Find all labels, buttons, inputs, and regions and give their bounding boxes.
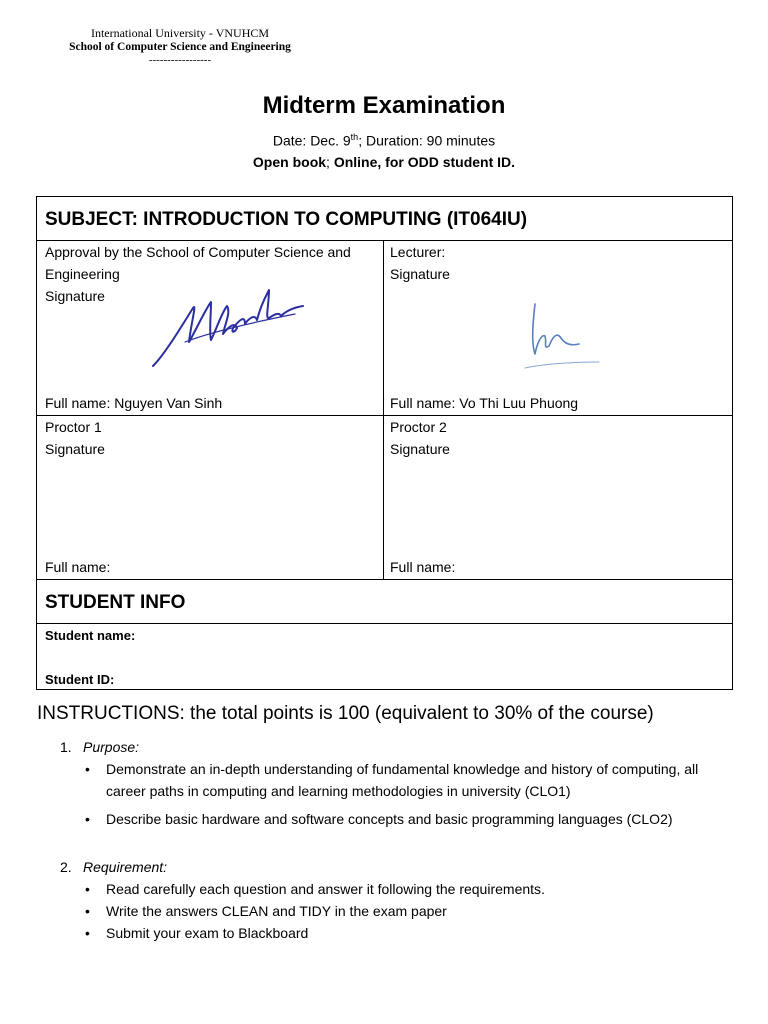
school-name: School of Computer Science and Engineering [69, 41, 291, 53]
bullet-glyph: • [85, 903, 90, 919]
exam-date [0, 132, 768, 149]
proctor1-label: Proctor 1 [45, 419, 102, 435]
bullet-glyph: • [85, 761, 90, 777]
bullet-text: Demonstrate an in-depth understanding of fundamental knowledge and history of computing, all career paths in computing and learning methodologies in university (CLO1) [106, 761, 699, 799]
mode-separator: ; [326, 154, 330, 170]
proctor1-cell [36, 415, 384, 580]
instructions-heading: INSTRUCTIONS: the total points is 100 (equivalent to 30% of the course) [37, 703, 654, 724]
document-header [30, 26, 330, 66]
date-superscript: th [350, 132, 359, 142]
subject-box [36, 196, 733, 241]
lecturer-signature-image [503, 292, 613, 382]
proctor2-fullname: Full name: [390, 559, 456, 575]
mode-open-book: Open book [252, 154, 327, 170]
date-duration: ; Duration: 90 minutes [358, 132, 496, 149]
proctor2-label: Proctor 2 [390, 419, 447, 435]
university-name: International University - VNUHCM [90, 26, 270, 40]
lecturer-label: Lecturer: [390, 244, 446, 260]
header-divider: ----------------- [148, 54, 212, 66]
list-item-label: Requirement: [83, 859, 168, 875]
proctor1-fullname: Full name: [45, 559, 111, 575]
student-info-heading: STUDENT INFO [45, 592, 186, 613]
lecturer-fullname: Full name: Vo Thi Luu Phuong [390, 395, 579, 411]
approval-label: Approval by the School of Computer Science and Engineering [45, 244, 351, 282]
approval-signature-label: Signature [45, 288, 105, 304]
bullet-text: Submit your exam to Blackboard [106, 925, 309, 941]
student-id-label: Student ID: [45, 672, 115, 687]
list-item-label: Purpose: [83, 739, 140, 755]
student-name-label: Student name: [45, 628, 136, 643]
lecturer-cell [383, 240, 733, 416]
bullet-text: Write the answers CLEAN and TIDY in the exam paper [106, 903, 447, 919]
bullet-glyph: • [85, 925, 90, 941]
date-prefix: Date: Dec. 9 [272, 132, 351, 149]
lecturer-signature-label: Signature [390, 266, 450, 282]
proctor2-signature-label: Signature [390, 441, 450, 457]
mode-online: Online, for ODD student ID. [329, 154, 516, 170]
approval-signature-image [145, 284, 325, 374]
approval-fullname: Full name: Nguyen Van Sinh [45, 395, 223, 411]
proctor1-signature-label: Signature [45, 441, 105, 457]
proctor2-cell [383, 415, 733, 580]
bullet-glyph: • [85, 881, 90, 897]
approval-cell [36, 240, 384, 416]
bullet-glyph: • [85, 811, 90, 827]
exam-title: Midterm Examination [262, 92, 506, 119]
bullet-text: Read carefully each question and answer it following the requirements. [106, 881, 545, 897]
exam-mode [0, 154, 768, 170]
bullet-text: Describe basic hardware and software concepts and basic programming languages (CLO2) [106, 811, 673, 827]
list-number: 2. [60, 859, 72, 875]
student-info-box [36, 579, 733, 624]
student-details [36, 623, 733, 690]
list-number: 1. [60, 739, 72, 755]
subject-heading: SUBJECT: INTRODUCTION TO COMPUTING (IT064IU) [45, 209, 528, 230]
